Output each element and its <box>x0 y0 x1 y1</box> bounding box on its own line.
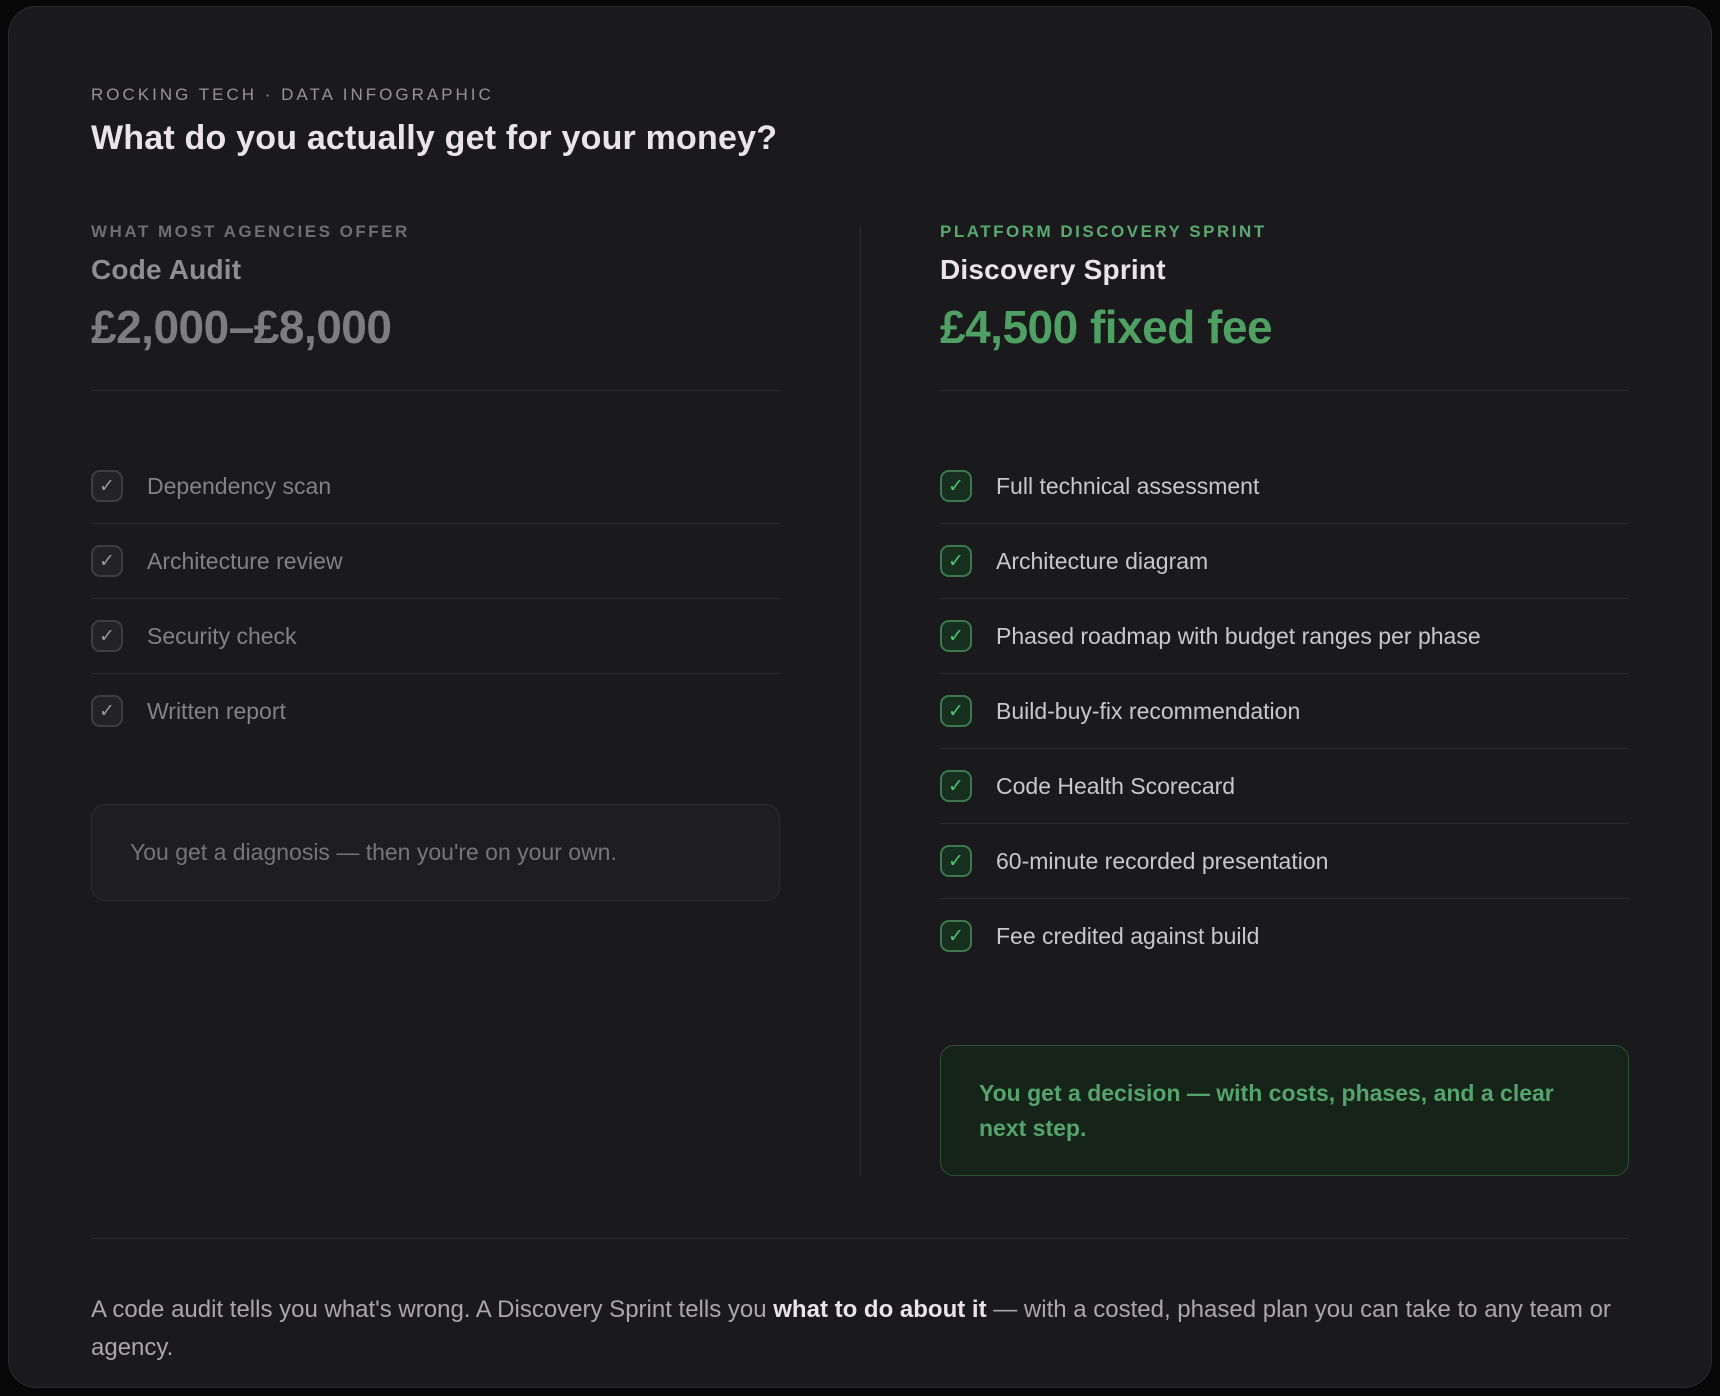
item-label: Dependency scan <box>147 472 332 499</box>
list-item <box>940 524 1629 599</box>
code-audit-title: Code Audit <box>91 254 242 285</box>
footer-text-bold: what to do about it <box>773 1296 987 1323</box>
item-label: Fee credited against build <box>996 922 1260 949</box>
page-title: What do you actually get for your money? <box>91 119 778 157</box>
list-item <box>91 524 780 599</box>
item-label: Security check <box>147 622 297 649</box>
comparison-columns <box>91 222 1629 1176</box>
brand-eyebrow: ROCKING TECH · DATA INFOGRAPHIC <box>91 85 494 104</box>
list-item <box>91 674 780 748</box>
list-item <box>940 449 1629 524</box>
list-item <box>940 899 1629 973</box>
check-icon: ✓ <box>940 695 972 727</box>
code-audit-note: You get a diagnosis — then you're on your own. <box>91 804 780 901</box>
check-icon: ✓ <box>91 545 123 577</box>
item-label: Code Health Scorecard <box>996 772 1236 799</box>
check-icon: ✓ <box>91 695 123 727</box>
list-item <box>91 449 780 524</box>
item-label: Build-buy-fix recommendation <box>996 697 1301 724</box>
list-item <box>940 749 1629 824</box>
check-icon: ✓ <box>940 920 972 952</box>
item-label: 60-minute recorded presentation <box>996 847 1329 874</box>
footer-summary <box>91 1291 1629 1368</box>
discovery-sprint-note: You get a decision — with costs, phases, and a clear next step. <box>940 1045 1629 1176</box>
code-audit-rule <box>91 390 780 391</box>
check-icon: ✓ <box>940 770 972 802</box>
check-icon: ✓ <box>91 470 123 502</box>
list-item <box>940 674 1629 749</box>
footer-text-after: — with a costed, phased plan you can take to any team or agency. <box>91 1296 1611 1362</box>
list-item <box>91 599 780 674</box>
footer-rule <box>91 1238 1629 1239</box>
discovery-sprint-eyebrow: PLATFORM DISCOVERY SPRINT <box>940 222 1267 241</box>
code-audit-price: £2,000–£8,000 <box>91 301 392 353</box>
list-item <box>940 824 1629 899</box>
discovery-sprint-column <box>940 222 1629 1176</box>
infographic-card <box>8 6 1712 1388</box>
check-icon: ✓ <box>91 620 123 652</box>
item-label: Written report <box>147 697 286 724</box>
item-label: Phased roadmap with budget ranges per phase <box>996 622 1481 649</box>
discovery-sprint-price: £4,500 fixed fee <box>940 301 1273 353</box>
check-icon: ✓ <box>940 545 972 577</box>
item-label: Architecture review <box>147 547 343 574</box>
check-icon: ✓ <box>940 845 972 877</box>
discovery-sprint-rule <box>940 390 1629 391</box>
list-item <box>940 599 1629 674</box>
check-icon: ✓ <box>940 470 972 502</box>
code-audit-eyebrow: WHAT MOST AGENCIES OFFER <box>91 222 410 241</box>
item-label: Architecture diagram <box>996 547 1209 574</box>
code-audit-items <box>91 449 780 748</box>
check-icon: ✓ <box>940 620 972 652</box>
footer-text-before: A code audit tells you what's wrong. A Discovery Sprint tells you <box>91 1296 774 1323</box>
discovery-sprint-items <box>940 449 1629 973</box>
column-divider <box>860 226 861 1176</box>
discovery-sprint-title: Discovery Sprint <box>940 254 1166 285</box>
code-audit-column <box>91 222 780 1176</box>
item-label: Full technical assessment <box>996 472 1260 499</box>
